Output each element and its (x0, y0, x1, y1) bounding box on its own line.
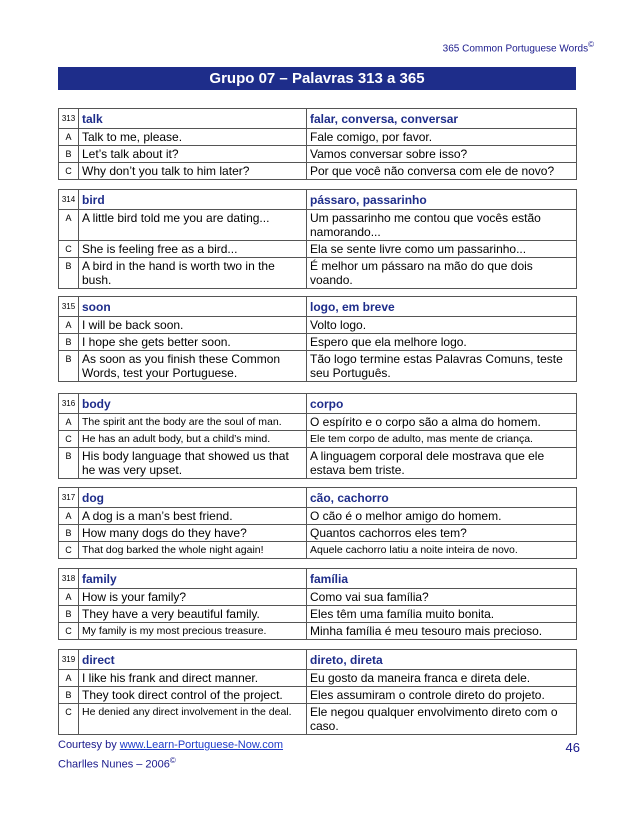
portuguese-sentence: Fale comigo, por favor. (307, 129, 577, 146)
portuguese-sentence: Por que você não conversa com ele de novo? (307, 163, 577, 180)
example-letter: B (59, 687, 79, 704)
word-header-row (59, 297, 577, 317)
word-table-315 (58, 296, 577, 382)
example-row (59, 589, 577, 606)
portuguese-sentence: É melhor um pássaro na mão do que dois voando. (307, 258, 577, 289)
portuguese-sentence: O espírito e o corpo são a alma do homem. (307, 414, 577, 431)
page-number: 46 (565, 740, 580, 755)
example-letter: A (59, 210, 79, 241)
example-letter: A (59, 317, 79, 334)
example-row (59, 704, 577, 735)
english-sentence: A bird in the hand is worth two in the bush. (79, 258, 307, 289)
word-table-318 (58, 568, 577, 640)
author-line (58, 753, 283, 773)
portuguese-translation: família (307, 569, 577, 589)
portuguese-sentence: Eles têm uma família muito bonita. (307, 606, 577, 623)
word-table-313 (58, 108, 577, 180)
example-letter: C (59, 542, 79, 559)
example-letter: B (59, 448, 79, 479)
english-sentence: I will be back soon. (79, 317, 307, 334)
portuguese-translation: direto, direta (307, 650, 577, 670)
word-header-row (59, 650, 577, 670)
english-word: dog (79, 488, 307, 508)
english-word: bird (79, 190, 307, 210)
english-sentence: They have a very beautiful family. (79, 606, 307, 623)
portuguese-translation: corpo (307, 394, 577, 414)
english-sentence: He denied any direct involvement in the deal. (79, 704, 307, 735)
portuguese-sentence: Quantos cachorros eles tem? (307, 525, 577, 542)
word-header-row (59, 109, 577, 129)
website-link[interactable]: www.Learn-Portuguese-Now.com (119, 739, 284, 751)
word-number: 318 (59, 569, 79, 589)
english-word: direct (79, 650, 307, 670)
example-row (59, 163, 577, 180)
portuguese-sentence: O cão é o melhor amigo do homem. (307, 508, 577, 525)
example-row (59, 210, 577, 241)
english-sentence: That dog barked the whole night again! (79, 542, 307, 559)
footer-copyright-mark: © (169, 756, 176, 765)
example-letter: B (59, 146, 79, 163)
example-letter: C (59, 431, 79, 448)
example-row (59, 414, 577, 431)
english-sentence: She is feeling free as a bird... (79, 241, 307, 258)
footer-credits (58, 738, 283, 773)
english-sentence: His body language that showed us that he was very upset. (79, 448, 307, 479)
header-note (443, 40, 594, 54)
english-sentence: My family is my most precious treasure. (79, 623, 307, 640)
example-row (59, 317, 577, 334)
portuguese-translation: cão, cachorro (307, 488, 577, 508)
example-row (59, 525, 577, 542)
example-letter: C (59, 241, 79, 258)
word-number: 315 (59, 297, 79, 317)
english-sentence: He has an adult body, but a child’s mind. (79, 431, 307, 448)
word-number: 317 (59, 488, 79, 508)
english-sentence: The spirit ant the body are the soul of man. (79, 414, 307, 431)
portuguese-sentence: Aquele cachorro latiu a noite inteira de novo. (307, 542, 577, 559)
portuguese-sentence: Ela se sente livre como um passarinho... (307, 241, 577, 258)
portuguese-sentence: Tão logo termine estas Palavras Comuns, teste seu Português. (307, 351, 577, 382)
example-letter: A (59, 129, 79, 146)
word-header-row (59, 394, 577, 414)
word-header-row (59, 190, 577, 210)
example-letter: B (59, 606, 79, 623)
example-letter: A (59, 670, 79, 687)
portuguese-translation: pássaro, passarinho (307, 190, 577, 210)
word-number: 316 (59, 394, 79, 414)
example-row (59, 542, 577, 559)
group-banner: Grupo 07 – Palavras 313 a 365 (58, 67, 576, 90)
example-letter: B (59, 525, 79, 542)
portuguese-sentence: A linguagem corporal dele mostrava que ele estava bem triste. (307, 448, 577, 479)
example-letter: B (59, 351, 79, 382)
word-header-row (59, 488, 577, 508)
english-sentence: A dog is a man’s best friend. (79, 508, 307, 525)
word-number: 313 (59, 109, 79, 129)
portuguese-sentence: Ele tem corpo de adulto, mas mente de criança. (307, 431, 577, 448)
courtesy-label: Courtesy by (58, 739, 117, 751)
example-letter: B (59, 334, 79, 351)
word-table-319 (58, 649, 577, 735)
english-word: family (79, 569, 307, 589)
example-row (59, 623, 577, 640)
portuguese-sentence: Vamos conversar sobre isso? (307, 146, 577, 163)
english-sentence: Talk to me, please. (79, 129, 307, 146)
example-row (59, 351, 577, 382)
example-row (59, 687, 577, 704)
example-row (59, 448, 577, 479)
word-table-317 (58, 487, 577, 559)
word-header-row (59, 569, 577, 589)
portuguese-translation: logo, em breve (307, 297, 577, 317)
example-letter: A (59, 414, 79, 431)
english-sentence: As soon as you finish these Common Words, test your Portuguese. (79, 351, 307, 382)
courtesy-line (58, 738, 283, 753)
portuguese-sentence: Espero que ela melhore logo. (307, 334, 577, 351)
word-number: 314 (59, 190, 79, 210)
english-word: soon (79, 297, 307, 317)
author-name: Charlles Nunes – 2006 (58, 758, 170, 771)
example-letter: A (59, 508, 79, 525)
example-row (59, 431, 577, 448)
example-letter: A (59, 589, 79, 606)
example-letter: C (59, 623, 79, 640)
example-letter: B (59, 258, 79, 289)
portuguese-sentence: Eu gosto da maneira franca e direta dele. (307, 670, 577, 687)
english-sentence: Let’s talk about it? (79, 146, 307, 163)
word-table-316 (58, 393, 577, 479)
example-row (59, 241, 577, 258)
example-row (59, 146, 577, 163)
portuguese-sentence: Volto logo. (307, 317, 577, 334)
example-row (59, 606, 577, 623)
portuguese-sentence: Como vai sua família? (307, 589, 577, 606)
portuguese-sentence: Eles assumiram o controle direto do projeto. (307, 687, 577, 704)
english-sentence: How is your family? (79, 589, 307, 606)
example-row (59, 258, 577, 289)
word-number: 319 (59, 650, 79, 670)
english-word: talk (79, 109, 307, 129)
example-row (59, 334, 577, 351)
portuguese-translation: falar, conversa, conversar (307, 109, 577, 129)
example-row (59, 670, 577, 687)
example-row (59, 508, 577, 525)
header-title: 365 Common Portuguese Words (442, 43, 589, 55)
copyright-mark: © (588, 40, 594, 49)
english-sentence: Why don’t you talk to him later? (79, 163, 307, 180)
english-sentence: I like his frank and direct manner. (79, 670, 307, 687)
portuguese-sentence: Minha família é meu tesouro mais precioso. (307, 623, 577, 640)
english-sentence: How many dogs do they have? (79, 525, 307, 542)
example-letter: C (59, 163, 79, 180)
english-sentence: I hope she gets better soon. (79, 334, 307, 351)
portuguese-sentence: Um passarinho me contou que vocês estão namorando... (307, 210, 577, 241)
word-table-314 (58, 189, 577, 289)
example-letter: C (59, 704, 79, 735)
english-sentence: A little bird told me you are dating... (79, 210, 307, 241)
example-row (59, 129, 577, 146)
english-word: body (79, 394, 307, 414)
portuguese-sentence: Ele negou qualquer envolvimento direto com o caso. (307, 704, 577, 735)
english-sentence: They took direct control of the project. (79, 687, 307, 704)
